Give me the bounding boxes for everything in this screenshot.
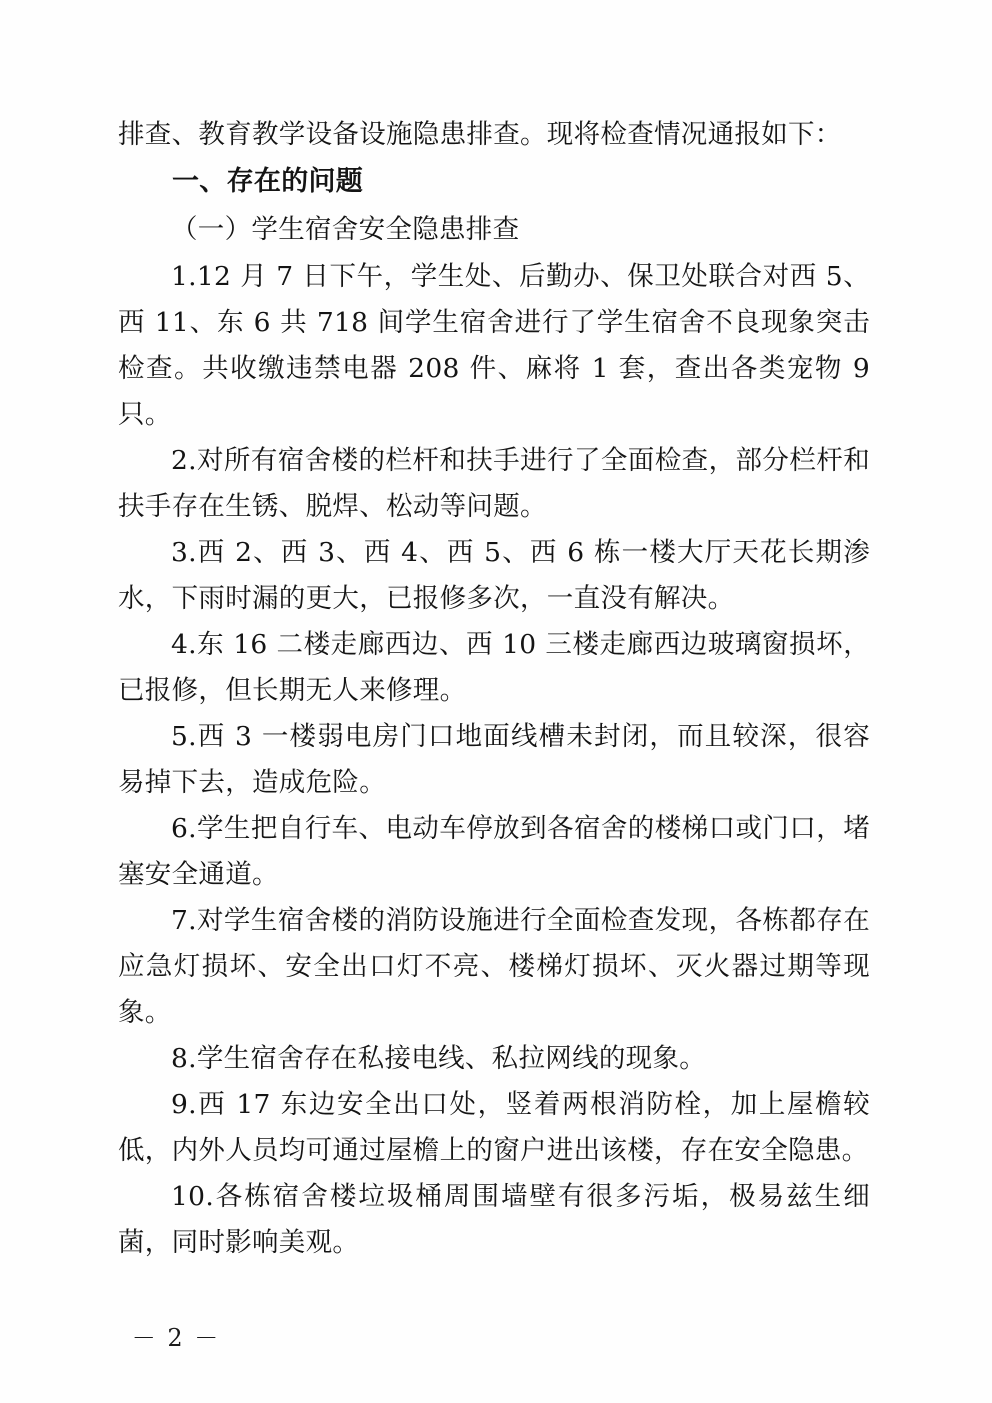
list-item: 6.学生把自行车、电动车停放到各宿舍的楼梯口或门口，堵塞安全通道。: [118, 813, 870, 890]
subsection-heading: （一）学生宿舍安全隐患排查: [171, 214, 520, 245]
list-item: 10.各栋宿舍楼垃圾桶周围墙壁有很多污垢，极易兹生细菌，同时影响美观。: [118, 1181, 870, 1258]
document-body: [118, 112, 870, 1266]
list-item: 4.东 16 二楼走廊西边、西 10 三楼走廊西边玻璃窗损坏，已报修，但长期无人来修理。: [118, 629, 870, 706]
continued-paragraph: 排查、教育教学设备设施隐患排查。现将检查情况通报如下：: [118, 119, 842, 150]
list-item: 8.学生宿舍存在私接电线、私拉网线的现象。: [171, 1043, 707, 1074]
list-item: 5.西 3 一楼弱电房门口地面线槽未封闭，而且较深，很容易掉下去，造成危险。: [118, 721, 870, 798]
list-item: 9.西 17 东边安全出口处，竖着两根消防栓，加上屋檐较低，内外人员均可通过屋檐上的窗户进出该楼，存在安全隐患。: [118, 1089, 870, 1166]
page-number: － 2 －: [131, 1324, 221, 1352]
list-item: 2.对所有宿舍楼的栏杆和扶手进行了全面检查，部分栏杆和扶手存在生锈、脱焊、松动等问题。: [118, 445, 870, 522]
list-item: 3.西 2、西 3、西 4、西 5、西 6 栋一楼大厅天花长期渗水，下雨时漏的更大，已报修多次，一直没有解决。: [118, 537, 870, 614]
list-item: 1.12 月 7 日下午，学生处、后勤办、保卫处联合对西 5、西 11、东 6 共 718 间学生宿舍进行了学生宿舍不良现象突击检查。共收缴违禁电器 208 件、麻将 1 套，查出各类宠物 9 只。: [118, 261, 870, 430]
section-heading: 一、存在的问题: [172, 166, 364, 197]
list-item: 7.对学生宿舍楼的消防设施进行全面检查发现，各栋都存在应急灯损坏、安全出口灯不亮、楼梯灯损坏、灭火器过期等现象。: [118, 905, 870, 1028]
page-footer: [0, 1318, 992, 1353]
